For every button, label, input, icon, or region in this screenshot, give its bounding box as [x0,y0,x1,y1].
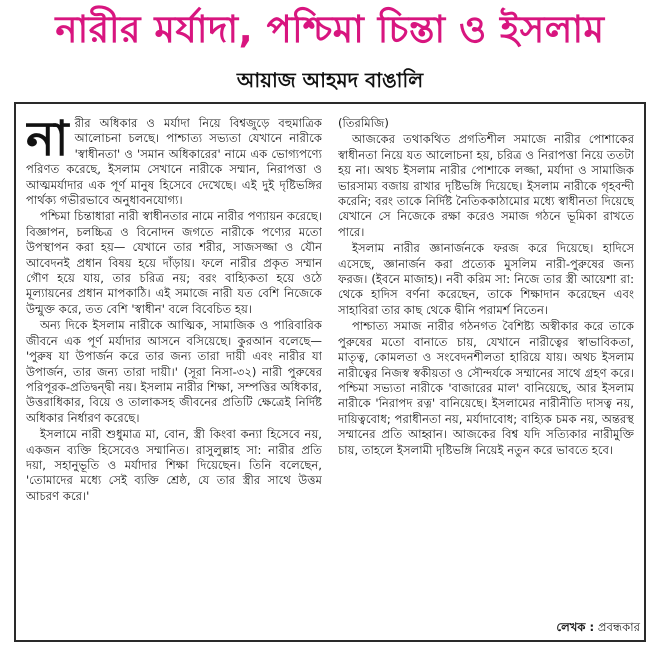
right-column [338,116,634,642]
paragraph: অন্য দিকে ইসলাম নারীকে আত্মিক, সামাজিক ও পারিবারিক জীবনে এক পূর্ণ মর্যাদার আসনে বসিয়েছে। কুরআন বলেছে— 'পুরুষ যা উপার্জন করে তার জন্য তারা দায়ী এবং নারীর যা উপার্জন, তার জন্য তারা দায়ী।' (সূরা নিসা-৩২) নারী পুরুষের পরিপূরক-প্রতিদ্বন্দ্বী নয়। ইসলাম নারীর শিক্ষা, সম্পত্তির অধিকার, উত্তরাধিকার, বিয়ে ও তালাকসহ জীবনের প্রতিটি ক্ষেত্রেই নির্দিষ্ট অধিকার নির্ধারণ করেছে। [26,318,322,425]
byline-value: প্রবন্ধকার [597,620,640,634]
drop-cap: না [26,116,69,167]
byline [500,619,640,638]
paragraph: পশ্চিমা চিন্তাধারা নারী স্বাধীনতার নামে নারীর পণ্যায়ন করেছে। বিজ্ঞাপন, চলচ্চিত্র ও বিনোদন জগতে নারীকে পণ্যের মতো উপস্থাপন করা হয়— যেখানে তার শরীর, সাজসজ্জা ও যৌন আবেদনই প্রধান বিষয় হয়ে দাঁড়ায়। ফলে নারীর প্রকৃত সম্মান গৌণ হয়ে যায়, তার চরিত্র নয়; বরং বাহ্যিকতা হয়ে ওঠে মূল্যায়নের প্রধান মাপকাঠি। এই সমাজে নারী যত বেশি নিজেকে উন্মুক্ত করে, তত বেশি 'স্বাধীন' বলে বিবেচিত হয়। [26,209,322,316]
article-title: নারীর মর্যাদা, পশ্চিমা চিন্তা ও ইসলাম [55,8,605,51]
paragraph: ইসলামে নারী শুধুমাত্র মা, বোন, স্ত্রী কিংবা কন্যা হিসেবে নয়, একজন ব্যক্তি হিসেবেও সম্মানিত। রাসুলুল্লাহ সা: নারীর প্রতি দয়া, সহানুভূতি ও মর্যাদার শিক্ষা দিয়েছেন। তিনি বলেছেন, 'তোমাদের মধ্যে সেই ব্যক্তি শ্রেষ্ঠ, যে তার স্ত্রীর সাথে উত্তম আচরণ করে।' [26,427,322,503]
author-name: আয়াজ আহমদ বাঙালি [236,68,424,92]
byline-label: লেখক : [556,620,595,634]
paragraph [26,116,322,208]
paragraph-text: রীর অধিকার ও মর্যাদা নিয়ে বিশ্বজুড়ে বহুমাত্রিক আলোচনা চলছে। পাশ্চাত্য সভ্যতা যেখানে নারীকে 'স্বাধীনতা' ও 'সমান অধিকারের' নামে এক ভোগ্যপণ্যে পরিণত করেছে, ইসলাম সেখানে নারীকে সম্মান, নিরাপত্তা ও আত্মমর্যাদার এক পূর্ণ মানুষ হিসেবে দেখেছে। এই দুই দৃষ্টিভঙ্গির পার্থক্য গভীরভাবে অনুধাবনযোগ্য। [26,116,322,208]
paragraph: ইসলাম নারীর জ্ঞানার্জনকে ফরজ করে দিয়েছে। হাদিসে এসেছে, জ্ঞানার্জন করা প্রত্যেক মুসলিম নারী-পুরুষের জন্য ফরজ। (ইবনে মাজাহ)। নবী করিম সা: নিজে তার স্ত্রী আয়েশা রা: থেকে হাদিস বর্ণনা করেছেন, তাকে শিক্ষাদান করেছেন এবং সাহাবিরা তার কাছ থেকে দ্বীনি পরামর্শ নিতেন। [338,241,634,317]
hadith-reference: (তিরমিজি) [338,116,389,130]
paragraph: আজকের তথাকথিত প্রগতিশীল সমাজে নারীর পোশাকের স্বাধীনতা নিয়ে যত আলোচনা হয়, চরিত্র ও নিরাপত্তা নিয়ে ততটা হয় না। অথচ ইসলাম নারীর পোশাকে লজ্জা, মর্যাদা ও সামাজিক ভারসাম্য বজায় রাখার দৃষ্টিভঙ্গি দিয়েছে। ইসলাম নারীকে গৃহবন্দী করেনি; বরং তাকে নির্দিষ্ট নৈতিককাঠামোর মধ্যে স্বাধীনতা দিয়েছে যেখানে সে নিজেকে রক্ষা করেও সমাজ গঠনে ভূমিকা রাখতে পারে। [338,132,634,239]
paragraph: পাশ্চাত্য সমাজ নারীর গঠনগত বৈশিষ্ট্য অস্বীকার করে তাকে পুরুষের মতো বানাতে চায়, যেখানে নারীত্বের স্বাভাবিকতা, মাতৃত্ব, কোমলতা ও সংবেদনশীলতা হারিয়ে যায়। অথচ ইসলাম নারীত্বের নিজস্ব স্বকীয়তা ও সৌন্দর্যকে সম্মানের সাথে গ্রহণ করে। পশ্চিমা সভ্যতা নারীকে 'বাজারের মাল' বানিয়েছে, আর ইসলাম নারীকে 'নিরাপদ রত্ন' বানিয়েছে। ইসলামের নারীনীতি দাসত্ব নয়, দায়িত্ববোধ; পরাধীনতা নয়, মর্যাদাবোধ; বাহ্যিক চমক নয়, অন্তরস্থ সম্মানের প্রতি আহ্বান। আজকের বিশ্ব যদি সত্যিকার নারীমুক্তি চায়, তাহলে ইসলামী দৃষ্টিভঙ্গি নিয়েই নতুন করে ভাবতে হবে। [338,319,634,457]
left-column [26,116,322,642]
